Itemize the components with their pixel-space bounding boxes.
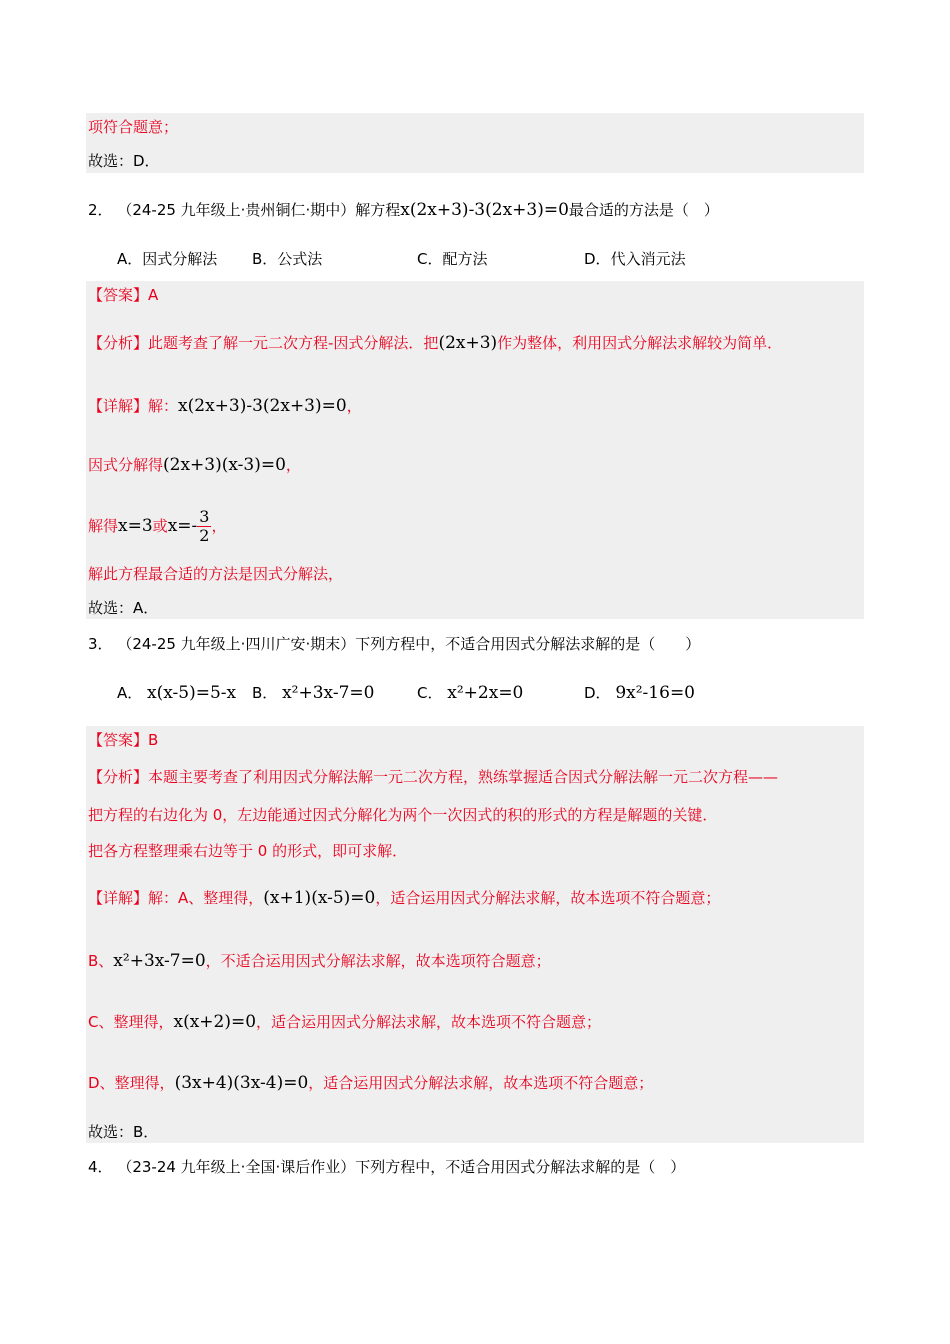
q2-source: （24-25 九年级上·贵州铜仁·期中） [117, 201, 356, 219]
fraction-three-halves: $\frac{3}{2}$ [199, 507, 210, 545]
q1-solution-box [86, 113, 864, 173]
q2-number: 2． [88, 201, 113, 219]
q3-option-b: B． x²+3x-7=0 [252, 683, 375, 703]
q3-option-c: C． x²+2x=0 [417, 683, 524, 703]
q4-stem: 4． （23-24 九年级上·全国·课后作业）下列方程中，不适合用因式分解法求解的是（ ） [88, 1158, 686, 1176]
q3-detail-a: 【详解】解：A、整理得，(x+1)(x-5)=0，适合运用因式分解法求解，故本选项不符合题意； [88, 888, 721, 908]
q3-option-a: A． x(x-5)=5-x [117, 683, 237, 703]
q3-answer: 【答案】B [88, 731, 159, 749]
q2-factor: 因式分解得(2x+3)(x-3)=0， [88, 455, 301, 475]
q3-analysis-3: 把各方程整理乘右边等于 0 的形式，即可求解． [88, 842, 408, 860]
q2-choice: 故选：A． [88, 599, 159, 617]
q2-stem-post: 最合适的方法是（ ） [568, 201, 719, 219]
q3-analysis-2: 把方程的右边化为 0，左边能通过因式分解化为两个一次因式的积的形式的方程是解题的关键． [88, 806, 718, 824]
q3-stem: 3． （24-25 九年级上·四川广安·期末）下列方程中，不适合用因式分解法求解的是（ ） [88, 635, 701, 653]
q2-equation: x(2x+3)-3(2x+3)=0 [400, 200, 569, 220]
q3-choice: 故选：B． [88, 1123, 159, 1141]
q2-answer: 【答案】A [88, 286, 159, 304]
q2-option-d: D．代入消元法 [584, 250, 686, 268]
q2-analysis: 【分析】此题考查了解一元二次方程-因式分解法．把(2x+3)作为整体，利用因式分解法求解较为简单． [88, 333, 783, 353]
q1-tail-line: 项符合题意； [88, 118, 179, 136]
q2-option-c: C．配方法 [417, 250, 488, 268]
q2-option-a: A．因式分解法 [117, 250, 218, 268]
q2-stem-pre: 解方程 [355, 201, 401, 219]
q2-detail: 【详解】解：x(2x+3)-3(2x+3)=0， [88, 396, 362, 416]
q3-detail-c: C、整理得，x(x+2)=0，适合运用因式分解法求解，故本选项不符合题意； [88, 1012, 602, 1032]
q1-choice: 故选：D． [88, 152, 160, 170]
q2-option-b: B．公式法 [252, 250, 323, 268]
q2-solve: 解得x=3或x=- $\frac{3}{2}$ ， [88, 507, 227, 545]
q3-detail-b: B、x²+3x-7=0，不适合运用因式分解法求解，故本选项符合题意； [88, 951, 551, 971]
q2-stem [88, 200, 719, 220]
q3-detail-d: D、整理得，(3x+4)(3x-4)=0，适合运用因式分解法求解，故本选项不符合题意； [88, 1073, 654, 1093]
q3-option-d: D． 9x²-16=0 [584, 683, 695, 703]
q3-analysis-1: 【分析】本题主要考查了利用因式分解法解一元二次方程，熟练掌握适合因式分解法解一元二次方程—— [88, 768, 779, 786]
q2-conclusion: 解此方程最合适的方法是因式分解法， [88, 565, 344, 583]
